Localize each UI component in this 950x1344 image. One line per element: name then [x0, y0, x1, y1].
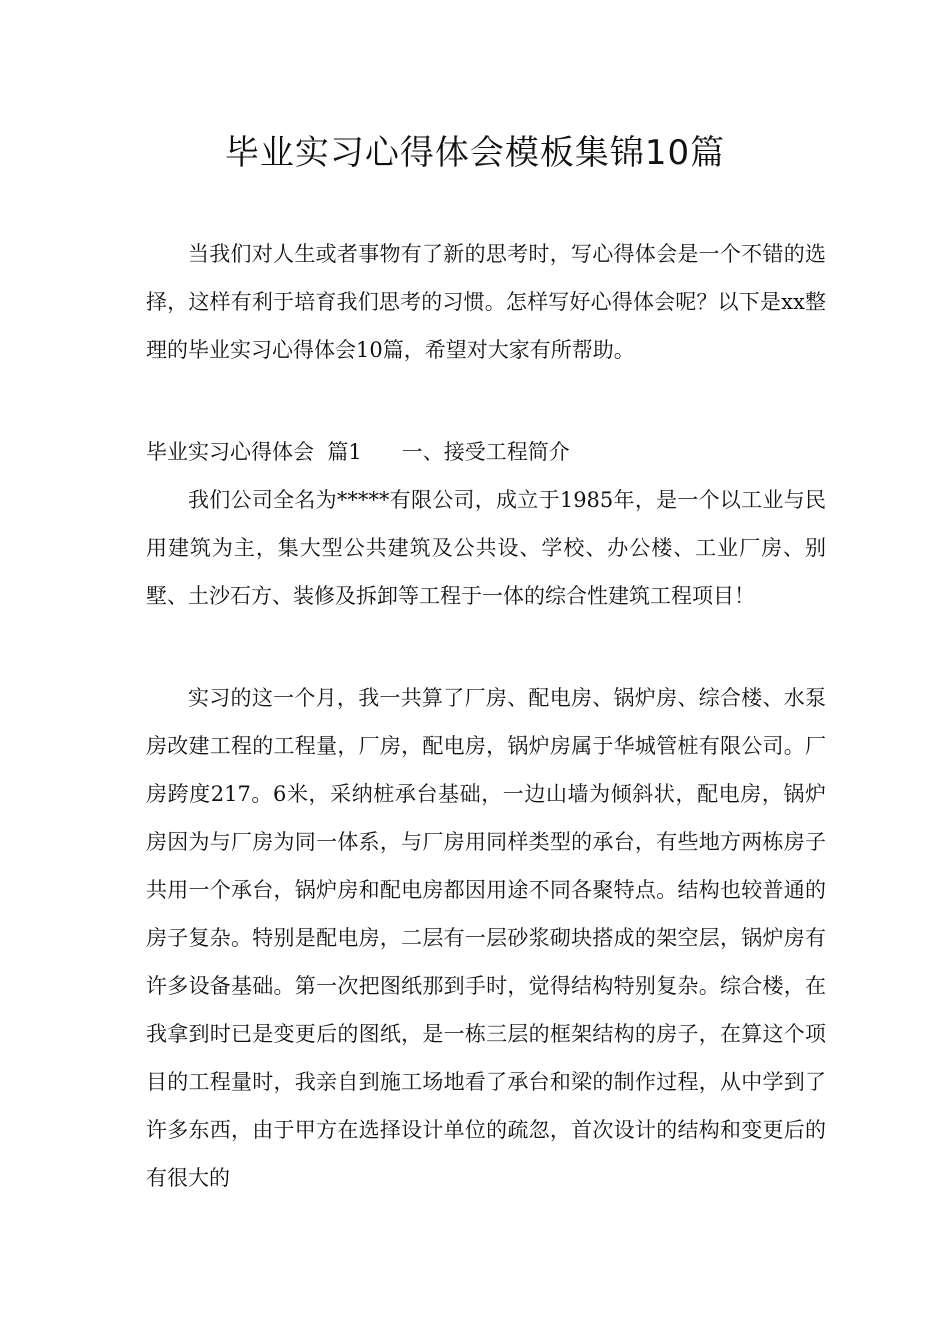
section-heading-line	[146, 428, 826, 476]
intro-paragraph: 当我们对人生或者事物有了新的思考时，写心得体会是一个不错的选择，这样有利于培育我们思考的习惯。怎样写好心得体会呢？以下是xx整理的毕业实习心得体会10篇，希望对大家有所帮助。	[146, 242, 826, 362]
section-heading: 毕业实习心得体会 篇1	[146, 440, 362, 464]
subsection-heading: 一、接受工程简介	[401, 440, 570, 464]
body-paragraph: 我们公司全名为*****有限公司，成立于1985年，是一个以工业与民用建筑为主，集大型公共建筑及公共设、学校、办公楼、工业厂房、别墅、土沙石方、装修及拆卸等工程于一体的综合性建筑工程项目！	[146, 488, 826, 608]
body-paragraph: 实习的这一个月，我一共算了厂房、配电房、锅炉房、综合楼、水泵房改建工程的工程量，厂房，配电房，锅炉房属于华城管桩有限公司。厂房跨度217。6米，采纳桩承台基础，一边山墙为倾斜状，配电房，锅炉房因为与厂房为同一体系，与厂房用同样类型的承台，有些地方两栋房子共用一个承台，锅炉房和配电房都因用途不同各聚特点。结构也较普通的房子复杂。特别是配电房，二层有一层砂浆砌块搭成的架空层，锅炉房有许多设备基础。第一次把图纸那到手时，觉得结构特别复杂。综合楼，在我拿到时已是变更后的图纸，是一栋三层的框架结构的房子，在算这个项目的工程量时，我亲自到施工场地看了承台和梁的制作过程，从中学到了许多东西，由于甲方在选择设计单位的疏忽，首次设计的结构和变更后的有很大的	[146, 686, 826, 1190]
document-title: 毕业实习心得体会模板集锦10篇	[224, 133, 726, 173]
